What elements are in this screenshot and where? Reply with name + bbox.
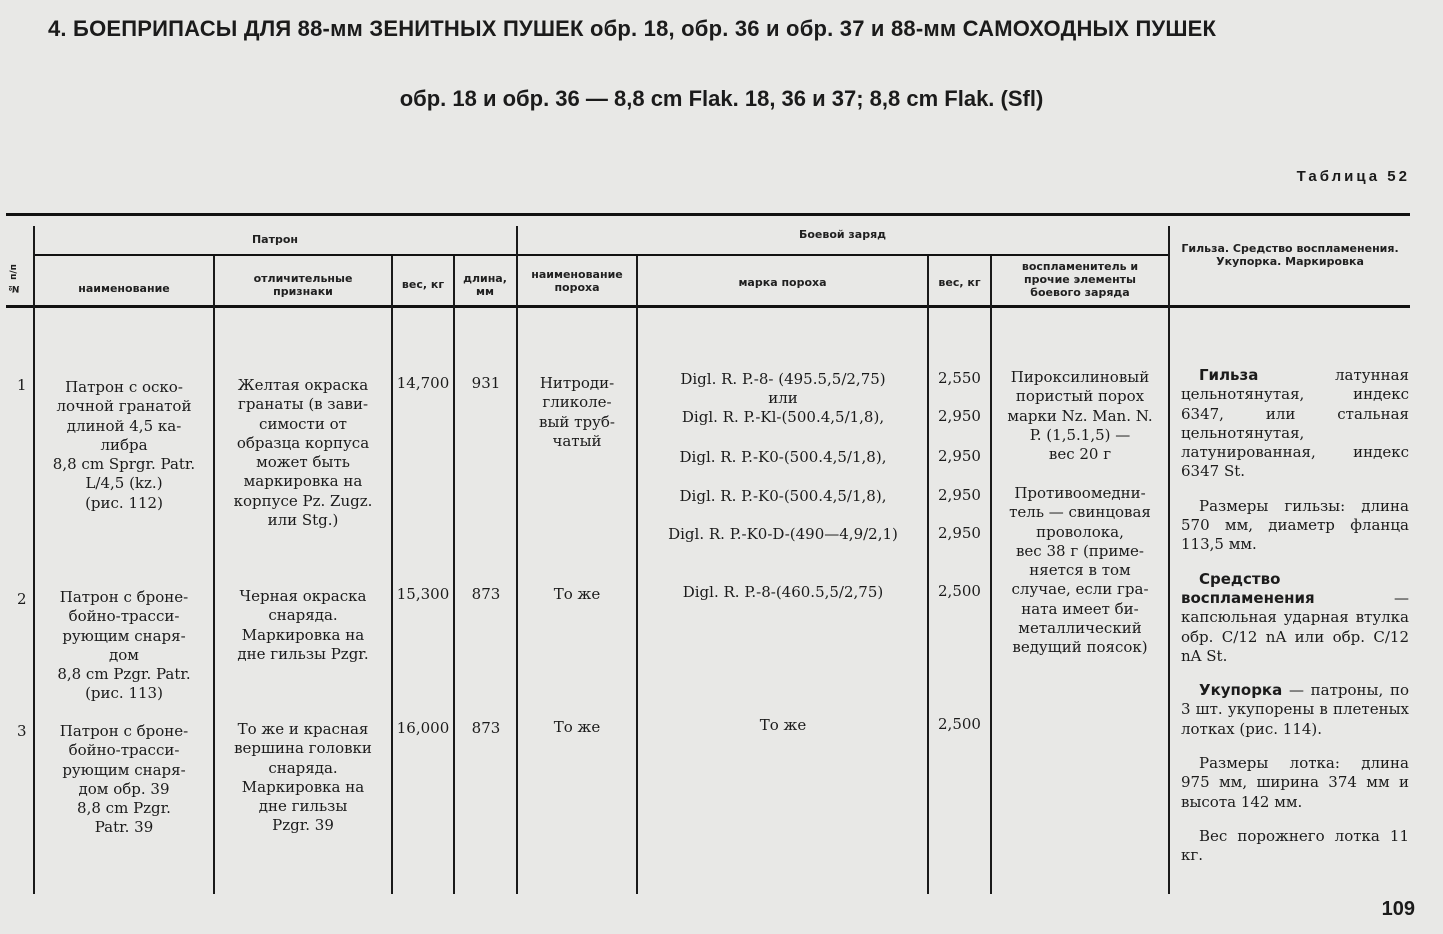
powder-grade: Digl. R. P.-8-(460.5,5/2,75) bbox=[682, 583, 884, 601]
cartridge-length: 873 bbox=[471, 719, 501, 737]
powder-grade-or: или bbox=[768, 389, 798, 407]
text-line: корпусе Pz. Zugz. bbox=[233, 491, 373, 510]
powder-grade: То же bbox=[759, 716, 807, 734]
row-number: 1 bbox=[17, 376, 27, 394]
column-divider bbox=[927, 256, 929, 894]
cartridge-length: 873 bbox=[471, 585, 501, 603]
powder-name: То же bbox=[553, 718, 601, 736]
text-line: L/4,5 (kz.) bbox=[85, 474, 163, 493]
text-line: Patr. 39 bbox=[94, 818, 154, 837]
tray-weight: Вес порожнего лотка 11 кг. bbox=[1181, 826, 1409, 865]
cartridge-name bbox=[36, 378, 212, 513]
charge-weight: 2,950 bbox=[938, 407, 981, 425]
text-line: (рис. 112) bbox=[85, 493, 163, 512]
cartridge-features bbox=[216, 587, 390, 664]
text-line: Желтая окраска bbox=[237, 376, 369, 394]
case-dims: Размеры гильзы: длина 570 мм, диаметр фланца 113,5 мм. bbox=[1181, 496, 1409, 554]
charge-weight: 2,550 bbox=[938, 369, 981, 387]
text-line: металлический bbox=[1018, 619, 1142, 638]
text-line: Маркировка на bbox=[241, 625, 365, 644]
text-line: случае, если гра- bbox=[1011, 580, 1149, 599]
text-line: 8,8 cm Sprgr. Patr. bbox=[52, 455, 196, 474]
text-line: снаряда. bbox=[268, 758, 338, 777]
table-title: 4. БОЕПРИПАСЫ ДЛЯ 88-мм ЗЕНИТНЫХ ПУШЕК обр. 18, обр. 36 и обр. 37 и 88-мм САМОХОДНЫХ ПУШЕК bbox=[48, 16, 1217, 41]
text-line: бойно-трасси- bbox=[68, 607, 180, 626]
text-line: или Stg.) bbox=[267, 511, 339, 530]
header-name: наименование bbox=[78, 282, 170, 295]
text-line: вес 38 г (приме- bbox=[1015, 541, 1145, 560]
text-line: образца корпуса bbox=[236, 433, 370, 452]
page-number: 109 bbox=[1381, 898, 1415, 920]
header-weight: вес, кг bbox=[401, 278, 445, 291]
case-heading: Гильза bbox=[1199, 366, 1259, 384]
text-line: проволока, bbox=[1036, 522, 1124, 541]
powder-grade: Digl. R. P.-K0-D-(490—4,9/2,1) bbox=[668, 525, 898, 543]
table-subtitle: обр. 18 и обр. 36 — 8,8 cm Flak. 18, 36 и 37; 8,8 cm Flak. (Sfl) bbox=[399, 86, 1044, 111]
text-line: вес 20 г bbox=[1048, 445, 1112, 464]
text-line: гликоле- bbox=[542, 393, 612, 412]
text-line: Нитроди- bbox=[539, 374, 615, 392]
header-features: отличительные признаки bbox=[253, 272, 353, 298]
text-line: симости от bbox=[259, 414, 347, 433]
charge-weight: 2,950 bbox=[938, 524, 981, 542]
case-info bbox=[1181, 366, 1409, 866]
text-line: ната имеет би- bbox=[1021, 599, 1139, 618]
packing-heading: Укупорка bbox=[1199, 681, 1283, 700]
header-charge: Боевой заряд bbox=[798, 228, 887, 241]
ignition-paragraph bbox=[1181, 570, 1409, 666]
column-divider bbox=[1168, 226, 1170, 894]
text-line: гранаты (в зави- bbox=[237, 395, 369, 414]
text-line: бойно-трасси- bbox=[68, 741, 180, 760]
igniter-primary bbox=[994, 368, 1166, 464]
text-line: (рис. 113) bbox=[85, 684, 163, 703]
text-line: ведущий поясок) bbox=[1012, 638, 1148, 657]
header-length: длина, мм bbox=[463, 272, 507, 298]
text-line: рующим снаря- bbox=[62, 760, 186, 779]
cartridge-weight: 15,300 bbox=[396, 585, 450, 603]
case-text: латунная цельнотянутая, индекс 6347, или стальная цельнотянутая, латунированная, индекс 6347 St. bbox=[1181, 366, 1409, 481]
cartridge-features bbox=[216, 376, 390, 530]
group-header-rule bbox=[34, 254, 1168, 256]
column-divider bbox=[213, 256, 215, 894]
text-line: вершина головки bbox=[234, 739, 372, 758]
powder-grade: Digl. R. P.-Kl-(500.4,5/1,8), bbox=[681, 408, 885, 426]
column-divider bbox=[516, 226, 518, 894]
text-line: Патрон с броне- bbox=[59, 588, 189, 606]
header-num: № п/п bbox=[9, 264, 19, 294]
text-line: рующим снаря- bbox=[62, 626, 186, 645]
powder-name: То же bbox=[553, 585, 601, 603]
charge-weight: 2,500 bbox=[938, 582, 981, 600]
text-line: дом обр. 39 bbox=[78, 779, 170, 798]
charge-weight: 2,500 bbox=[938, 715, 981, 733]
cartridge-name bbox=[36, 588, 212, 704]
text-line: Черная окраска bbox=[239, 587, 367, 605]
ignition-text: — капсюльная ударная втулка обр. С/12 nA или обр. С/12 nA St. bbox=[1181, 588, 1409, 665]
text-line: чатый bbox=[552, 431, 602, 450]
header-bottom-rule bbox=[6, 305, 1410, 308]
header-powder-grade: марка пороха bbox=[738, 276, 827, 289]
cartridge-length: 931 bbox=[471, 374, 501, 392]
text-line: может быть bbox=[256, 453, 350, 472]
text-line: маркировка на bbox=[243, 472, 363, 491]
text-line: P. (1,5.1,5) — bbox=[1029, 425, 1131, 444]
tray-dims: Размеры лотка: длина 975 мм, ширина 374 мм и высота 142 мм. bbox=[1181, 754, 1409, 811]
row-number: 3 bbox=[17, 722, 27, 740]
text-line: либра bbox=[100, 435, 148, 454]
table-label: Таблица 52 bbox=[1296, 168, 1410, 185]
header-igniter: воспламенитель и прочие элементы боевого заряда bbox=[1021, 260, 1139, 299]
text-line: 8,8 cm Pzgr. bbox=[77, 799, 171, 818]
igniter-decoppering bbox=[994, 484, 1166, 658]
header-powder-name: наименование пороха bbox=[531, 268, 623, 294]
powder-name bbox=[518, 374, 636, 451]
text-line: длиной 4,5 ка- bbox=[66, 416, 182, 435]
text-line: Pzgr. 39 bbox=[272, 816, 334, 835]
powder-grade: Digl. R. P.-K0-(500.4,5/1,8), bbox=[679, 448, 887, 466]
column-divider bbox=[391, 256, 393, 894]
text-line: Противоомедни- bbox=[1014, 484, 1146, 502]
text-line: То же и красная bbox=[237, 720, 369, 738]
text-line: тель — свинцовая bbox=[1009, 503, 1151, 522]
text-line: Патрон с броне- bbox=[59, 722, 189, 740]
header-charge-weight: вес, кг bbox=[938, 276, 981, 289]
text-line: снаряда. bbox=[268, 606, 338, 625]
text-line: марки Nz. Man. N. bbox=[1007, 406, 1153, 425]
powder-grade: Digl. R. P.-8- (495.5,5/2,75) bbox=[680, 370, 886, 388]
cartridge-name bbox=[36, 722, 212, 838]
text-line: 8,8 cm Pzgr. Patr. bbox=[57, 665, 191, 684]
packing-text: — патроны, по 3 шт. укупорены в плетеных лотках (рис. 114). bbox=[1181, 681, 1409, 738]
text-line: дне гильзы Pzgr. bbox=[237, 644, 369, 663]
text-line: лочной гранатой bbox=[56, 397, 192, 416]
column-divider bbox=[453, 256, 455, 894]
text-line: Маркировка на bbox=[241, 777, 365, 796]
column-divider bbox=[990, 256, 992, 894]
charge-weight: 2,950 bbox=[938, 447, 981, 465]
text-line: дне гильзы bbox=[258, 797, 348, 816]
text-line: дом bbox=[109, 645, 139, 664]
text-line: вый труб- bbox=[539, 412, 615, 431]
charge-weight: 2,950 bbox=[938, 486, 981, 504]
packing-paragraph bbox=[1181, 681, 1409, 739]
column-divider bbox=[636, 256, 638, 894]
text-line: Пироксилиновый bbox=[1010, 368, 1150, 386]
header-cartridge: Патрон bbox=[251, 233, 299, 246]
case-paragraph bbox=[1181, 366, 1409, 482]
ignition-heading: Средство воспламенения bbox=[1181, 569, 1315, 607]
text-line: Патрон с оско- bbox=[65, 378, 183, 396]
text-line: няется в том bbox=[1029, 561, 1131, 580]
cartridge-weight: 14,700 bbox=[396, 374, 450, 392]
powder-grade: Digl. R. P.-K0-(500.4,5/1,8), bbox=[679, 487, 887, 505]
text-line: пористый порох bbox=[1015, 387, 1145, 406]
cartridge-features bbox=[216, 720, 390, 836]
row-number: 2 bbox=[17, 590, 27, 608]
header-case: Гильза. Средство воспламенения. Укупорка. Маркировка bbox=[1181, 242, 1399, 268]
column-divider bbox=[33, 226, 35, 894]
cartridge-weight: 16,000 bbox=[396, 719, 450, 737]
table-top-rule bbox=[6, 213, 1410, 216]
